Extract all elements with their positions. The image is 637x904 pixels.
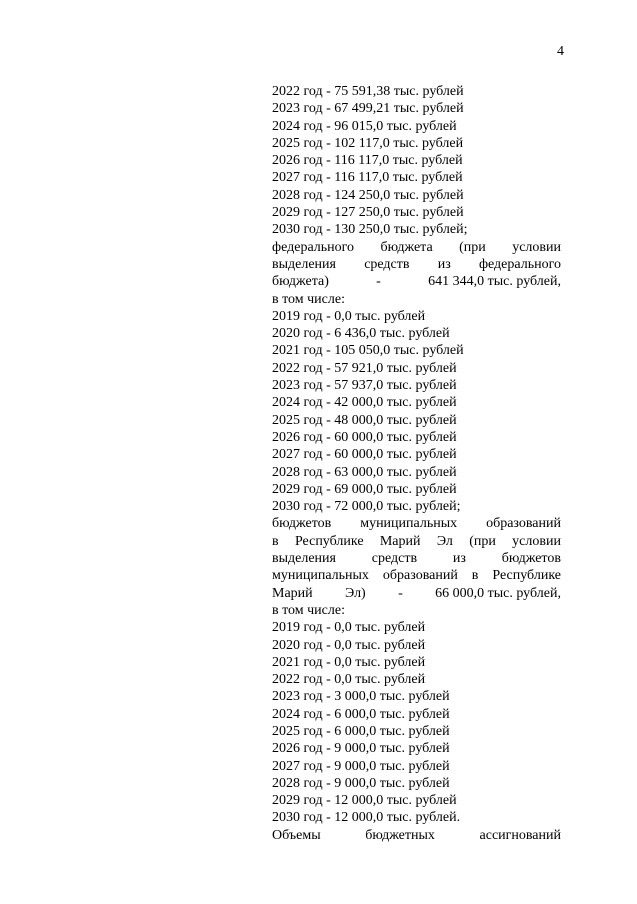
word: 641 344,0 тыс. рублей, [428,274,561,290]
word: выделения [272,551,336,567]
word: Объемы [272,827,321,843]
word: федерального [272,239,355,255]
text-line: 2025 год - 102 117,0 тыс. рублей [272,135,464,151]
text-line: 2022 год - 57 921,0 тыс. рублей [272,360,457,376]
word: федерального [478,256,561,272]
text-line: 2020 год - 6 436,0 тыс. рублей [272,326,450,342]
text-line: 2028 год - 124 250,0 тыс. рублей [272,187,464,203]
text-line: 2027 год - 60 000,0 тыс. рублей [272,447,457,463]
text-line: 2022 год - 0,0 тыс. рублей [272,672,426,688]
word: образований [486,516,561,532]
word: выделения [272,256,336,272]
text-line: 2026 год - 60 000,0 тыс. рублей [272,429,457,445]
text-line [272,585,561,602]
text-line: 2029 год - 69 000,0 тыс. рублей [272,481,457,497]
text-line: 2025 год - 6 000,0 тыс. рублей [272,723,450,739]
word: Эл [436,533,453,549]
text-line: в том числе: [272,602,345,618]
text-line: 2029 год - 12 000,0 тыс. рублей [272,793,457,809]
word: средств [364,256,410,272]
word: Марий [272,585,313,601]
word: из [452,551,466,567]
word: (при [459,239,486,255]
word: Республике [294,533,364,549]
text-line: 2027 год - 9 000,0 тыс. рублей [272,758,450,774]
text-line: 2028 год - 9 000,0 тыс. рублей [272,775,450,791]
text-line: 2023 год - 3 000,0 тыс. рублей [272,689,450,705]
word: бюджета [380,239,433,255]
word: Республике [492,568,561,584]
text-line: 2023 год - 57 937,0 тыс. рублей [272,378,457,394]
word: бюджетов [501,551,561,567]
text-line: 2024 год - 6 000,0 тыс. рублей [272,706,450,722]
text-line [272,239,561,256]
word: образований [382,568,458,584]
text-line [272,533,561,550]
text-column [272,83,561,844]
word: (при [469,533,496,549]
word: ассигнований [479,827,561,843]
word: Эл) [345,585,366,601]
word: условии [512,239,561,255]
word: 66 000,0 тыс. рублей, [435,585,561,601]
text-line: 2030 год - 72 000,0 тыс. рублей; [272,499,461,515]
text-line: 2019 год - 0,0 тыс. рублей [272,620,426,636]
word: муниципальных [272,568,369,584]
text-line: 2030 год - 130 250,0 тыс. рублей; [272,222,468,238]
text-line: 2019 год - 0,0 тыс. рублей [272,308,426,324]
text-line: 2028 год - 63 000,0 тыс. рублей [272,464,457,480]
text-line: 2024 год - 42 000,0 тыс. рублей [272,395,457,411]
word: муниципальных [360,516,458,532]
text-line: 2021 год - 105 050,0 тыс. рублей [272,343,464,359]
page-number: 4 [557,44,564,59]
text-line [272,273,561,290]
text-line: 2030 год - 12 000,0 тыс. рублей. [272,810,461,826]
text-line: 2026 год - 116 117,0 тыс. рублей [272,153,463,169]
text-line: 2026 год - 9 000,0 тыс. рублей [272,741,450,757]
text-line: 2022 год - 75 591,38 тыс. рублей [272,84,464,99]
word: бюджетных [365,827,435,843]
text-line: 2024 год - 96 015,0 тыс. рублей [272,118,457,134]
word: Марий [379,533,421,549]
text-line: 2025 год - 48 000,0 тыс. рублей [272,412,457,428]
text-line [272,827,561,844]
text-line [272,567,561,584]
text-line [272,256,561,273]
text-line: 2021 год - 0,0 тыс. рублей [272,654,426,670]
word: - [398,585,403,601]
word: бюджетов [272,516,332,532]
text-line: в том числе: [272,291,345,307]
word: условии [512,533,561,549]
text-line: 2023 год - 67 499,21 тыс. рублей [272,101,464,117]
word: бюджета) [272,274,329,290]
text-line [272,515,561,532]
text-line: 2020 год - 0,0 тыс. рублей [272,637,426,653]
word: средств [371,551,418,567]
word: в [272,533,279,549]
word: из [437,256,451,272]
text-line: 2027 год - 116 117,0 тыс. рублей [272,170,463,186]
word: - [376,274,381,290]
text-line: 2029 год - 127 250,0 тыс. рублей [272,205,464,221]
text-line [272,550,561,567]
word: в [471,568,479,584]
